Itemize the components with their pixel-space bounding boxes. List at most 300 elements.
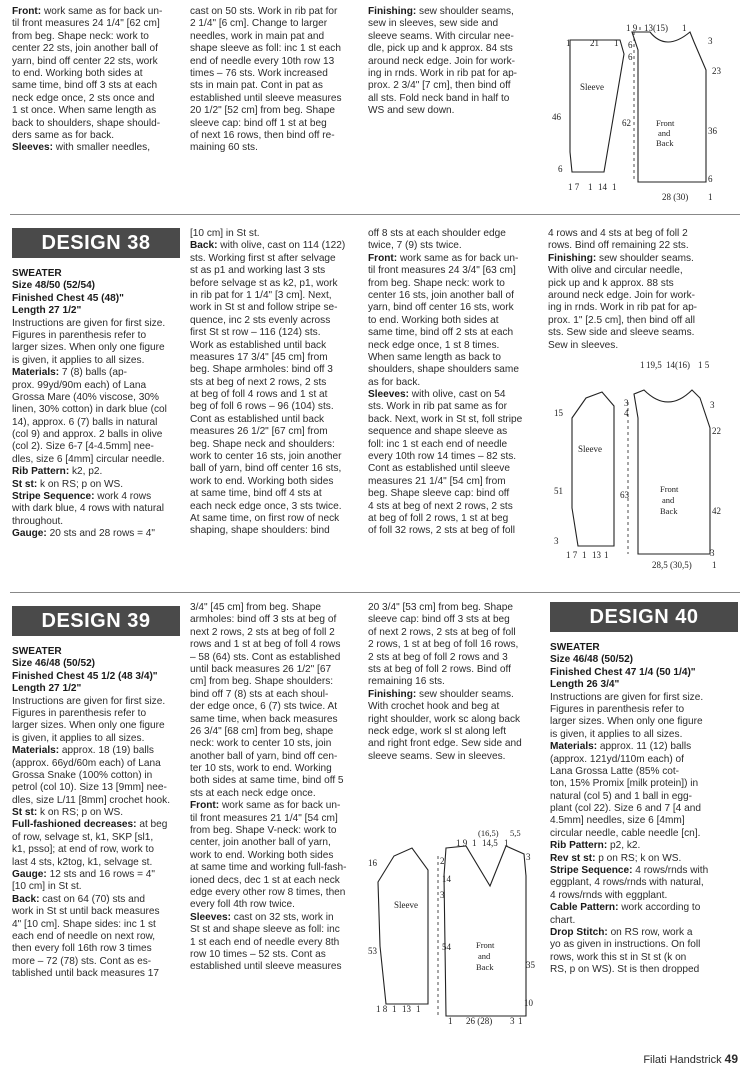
design-39-col-2 (190, 602, 347, 974)
text-line: sts at each neck edge once. (190, 787, 316, 799)
text-line: Stripe Sequence: 4 rows/rnds with (550, 865, 709, 877)
text-line: ton, 15% Promix [milk protein]) in (550, 778, 699, 790)
dim-label: 4 (624, 408, 629, 418)
text-line: until back measures 26 1/2" [67 (190, 663, 332, 675)
text-line: next 2 rows, 2 sts at beg of foll 2 (190, 626, 335, 638)
text-line: 2 rows, 1 st at beg of foll 16 rows, (368, 639, 519, 651)
text-line: chart. (550, 914, 576, 926)
text-line: each neck edge once, 3 sts twice. (190, 500, 342, 512)
text-line: of next 16 rows, then bind off re- (190, 129, 335, 141)
text-line: back to shoulders, shape should- (12, 117, 161, 129)
dim-label: 63 (620, 490, 629, 500)
sleeve-outline (570, 40, 624, 172)
design-39-banner: DESIGN 39 (12, 606, 180, 636)
text-line: Lana Grossa Latte (85% cot- (550, 765, 680, 777)
text-line: (approx. 66yd/60m each) of Lana (12, 757, 161, 769)
text-line: yarn, bind off center 22 sts, work (12, 55, 158, 67)
text-line: same time, bind off 3 sts at each (12, 80, 158, 92)
text-line: same time, when back measures (190, 713, 338, 725)
text-line: Cont as established until sleeve (368, 463, 510, 475)
section-divider (10, 592, 740, 593)
text-line: sleeve seams. With circular nee- (368, 30, 514, 42)
text-line: SWEATER (550, 642, 600, 653)
dim-label: (16,5) (478, 828, 499, 838)
dim-label: 1 7 (566, 550, 578, 560)
text-line: sleeve cap: bind off 1 st at beg (190, 117, 327, 129)
dim-label: 1 (448, 1016, 453, 1026)
text-line: 4" [10 cm]. Shape sides: inc 1 st (12, 918, 156, 930)
dim-label: 1 (682, 23, 687, 33)
dim-label: and (478, 951, 491, 961)
text-line: another ball of yarn, bind off cen- (190, 750, 338, 762)
dim-label: 1 (588, 182, 593, 192)
dim-label: Sleeve (580, 82, 604, 92)
text-line: 1 st each end of needle every 8th (190, 936, 340, 948)
text-line: shape sleeve as foll: inc 1 st each (190, 43, 341, 55)
text-line: off 8 sts at each shoulder edge (368, 228, 506, 239)
text-line: Front: work same as for back un- (368, 252, 519, 264)
text-line: When same length as back to (368, 351, 501, 363)
text-line: Cable Pattern: work according to (550, 902, 701, 914)
dim-label: 1 (392, 1004, 397, 1014)
dim-label: 1 (604, 550, 609, 560)
text-line: neck edge once, 2 sts once and (12, 92, 155, 104)
text-line: beg of foll 6 rows – 96 (104) sts. (190, 401, 334, 413)
text-line: Finishing: sew shoulder seams, (368, 6, 514, 17)
schematic-top (548, 22, 738, 210)
text-line: end of needle every 10th row 13 (190, 55, 335, 67)
text-line: circular needle, cable needle [cn]. (550, 827, 701, 839)
dim-label: 21 (590, 38, 599, 48)
dim-label: Front (660, 484, 679, 494)
text-line: Instructions are given for first size. (550, 691, 704, 703)
page-footer (643, 1052, 738, 1066)
text-line: ter 10 sts, work to end. Working (190, 763, 332, 775)
text-line: sleeve cap: bind off 3 sts at beg (368, 614, 510, 626)
text-line: at beg of foll 4 rows and 1 st at (190, 389, 328, 401)
text-line: Back: with olive, cast on 114 (122) (190, 240, 346, 252)
text-line: at beg of foll 2 rows, 1 st at beg (368, 512, 509, 524)
dim-label: 1 (504, 838, 509, 848)
dim-label: 14 (442, 874, 451, 884)
dim-label: Back (656, 138, 674, 148)
dim-label: 6 (558, 164, 563, 174)
text-line: is given, it applies to all sizes. (12, 732, 145, 744)
text-line: Rib Pattern: p2, k2. (550, 840, 641, 852)
dim-label: Sleeve (394, 900, 418, 910)
text-line: 26 3/4" [68 cm] from beg, shape (190, 725, 334, 737)
text-line: 20 1/2" [52 cm] from beg. Shape (190, 105, 335, 117)
text-line: 4 sts at beg of next 2 rows, 2 sts (368, 500, 513, 512)
dim-label: 1 9 (456, 838, 468, 848)
text-line: center 16 sts, join another ball of (368, 289, 514, 301)
text-line: from beg. Shape V-neck: work to (190, 825, 337, 837)
text-line: twice, 7 (9) sts twice. (368, 240, 462, 252)
text-line: larger sizes. When only one figure (550, 716, 703, 728)
text-line: Grossa Snake (100% cotton) in (12, 769, 153, 781)
text-line: established until sleeve measures (190, 92, 342, 104)
text-line: 3/4" [45 cm] from beg. Shape (190, 602, 321, 613)
text-line: plant (col 22). Size 6 and 7 [4 and (550, 803, 701, 815)
text-line: St st: k on RS; p on WS. (12, 807, 124, 819)
dim-label: 16 (368, 858, 377, 868)
text-line: from beg. Shape neck: work to (368, 277, 505, 289)
text-line: Size 48/50 (52/54) (12, 280, 96, 292)
text-line: rows. Bind off remaining 22 sts. (548, 240, 689, 252)
text-line: Gauge: 12 sts and 16 rows = 4" (12, 869, 156, 881)
text-line: natural (col 5) and 1 ball in egg- (550, 790, 692, 802)
dim-label: 1 (640, 360, 645, 370)
dim-label: and (662, 495, 675, 505)
dim-label: 36 (708, 126, 717, 136)
text-line: Back: cast on 64 (70) sts and (12, 893, 145, 905)
text-line: sew in sleeves, sew side and (368, 18, 499, 30)
dim-label: 51 (554, 486, 563, 496)
text-line: throughout. (12, 515, 64, 527)
text-line: established until sleeve measures (190, 961, 342, 973)
text-line: sleeve seams. Sew in sleeves. (368, 750, 506, 762)
text-line: yo as given in instructions. On foll (550, 939, 701, 951)
dim-label: 53 (368, 946, 377, 956)
text-line: sts in main pat. Cont in pat as (190, 80, 323, 92)
design-38-col-3 (368, 228, 522, 538)
text-line: shoulders, shape shoulders same (368, 364, 519, 376)
text-line: back. Next, work in St st, foll stripe (368, 413, 523, 425)
text-line: Length 26 3/4" (550, 679, 620, 691)
text-line: Rev st st: p on RS; k on WS. (550, 852, 682, 864)
text-line: petrol (col 10). Size 13 [9mm] nee- (12, 782, 167, 794)
text-line: last 4 sts, k2tog, k1, selvage st. (12, 856, 153, 868)
text-line: [10 cm] in St st. (190, 228, 260, 239)
dim-label: 1 (566, 38, 571, 48)
text-line: center, join another ball of yarn, (190, 837, 331, 849)
text-line: cm] from beg. Shape shoulders: (190, 676, 334, 688)
dim-label: 15 (554, 408, 563, 418)
text-line: then every foll 16th row 3 times (12, 943, 152, 955)
text-line: With crochet hook and beg at (368, 701, 500, 713)
text-line: 1 st once. When same length as (12, 105, 157, 117)
text-line: first St st row – 116 (124) sts. (190, 327, 321, 339)
text-line: der edge once, 6 (7) sts twice. At (190, 701, 337, 713)
text-line: of row, selvage st, k1, SKP [sl1, (12, 831, 154, 843)
dim-label: 13(15) (644, 23, 668, 33)
text-line: Finished Chest 45 1/2 (48 3/4)" (12, 670, 158, 682)
dim-label: 2 (440, 856, 445, 866)
text-line: til front measures 24 1/4" [62 cm] (12, 18, 160, 30)
schematic-bottom (366, 826, 546, 1026)
text-line: cast on 50 sts. Work in rib pat for (190, 6, 338, 17)
design-39-col-1 (12, 646, 170, 981)
text-line: 2 1/4" [6 cm]. Change to larger (190, 18, 328, 30)
text-line: and right front edge. Sew side and (368, 738, 522, 750)
text-line: neck: work to center 10 sts, join (190, 738, 332, 750)
dim-label: 1 (614, 38, 619, 48)
text-line: ing in rnds. Work in rib pat for ap- (368, 67, 518, 79)
text-line: Grossa Mare (40% viscose, 30% (12, 391, 159, 403)
dim-label: 62 (622, 118, 631, 128)
dim-label: 10 (524, 998, 533, 1008)
text-line: every 10th row 14 times – 82 sts. (368, 451, 517, 463)
design-38-col-4 (548, 228, 697, 352)
dim-label: 14,5 (482, 838, 498, 848)
text-line: Figures in parenthesis refer to (550, 703, 685, 715)
top-col-2 (190, 6, 342, 155)
text-line: SWEATER (12, 646, 62, 657)
text-line: SWEATER (12, 268, 62, 279)
text-line: both sides at same time, bind off 5 (190, 775, 344, 787)
dim-label: Back (660, 506, 678, 516)
design-38-col-2 (190, 228, 345, 538)
text-line: ioned decs, dec 1 st at each neck (190, 874, 340, 886)
dim-label: 54 (442, 942, 451, 952)
dim-label: 19,5 (646, 360, 662, 370)
text-line: Instructions are given for first size. (12, 317, 166, 329)
text-line: prox. 99yd/90m each) of Lana (12, 379, 147, 391)
top-col-1 (12, 6, 162, 155)
text-line: 4 rows and 4 sts at beg of foll 2 (548, 228, 688, 239)
dim-label: 3 (510, 1016, 515, 1026)
dim-label: 28,5 (30,5) (652, 560, 692, 570)
text-line: 20 3/4" [53 cm] from beg. Shape (368, 602, 513, 613)
text-line: bind off 7 (8) sts at each shoul- (190, 688, 329, 700)
text-line: in rib pat for 1 1/4" [3 cm]. Next, (190, 289, 332, 301)
text-line: Front: work same as for back un- (12, 6, 163, 17)
text-line: Materials: approx. 11 (12) balls (550, 741, 692, 753)
text-line: sts at beg of next 2 rows, 2 sts (190, 376, 327, 388)
text-line: WS and sew down. (368, 105, 455, 117)
text-line: Figures in parenthesis refer to (12, 329, 147, 341)
text-line: yarn, bind off center 16 sts, work (368, 302, 514, 314)
dim-label: 1 7 (568, 182, 580, 192)
dim-label: 6 (708, 174, 713, 184)
text-line: needles, work in main pat and (190, 30, 325, 42)
text-line: every foll 4th row twice. (190, 899, 295, 911)
text-line: ball of yarn, bind off center 16 sts, (190, 463, 342, 475)
text-line: – 58 (64) sts. Cont as established (190, 651, 341, 663)
schematic-mid (548, 358, 738, 570)
text-line: eggplant, 4 rows/rnds with natural, (550, 877, 704, 889)
dim-label: 1 (612, 182, 617, 192)
text-line: prox. 2 3/4" [7 cm], then bind off (368, 80, 511, 92)
dim-label: 1 5 (698, 360, 710, 370)
dim-label: 1 (712, 560, 717, 570)
dim-label: 1 (518, 1016, 523, 1026)
text-line: remaining 16 sts. (368, 676, 445, 688)
top-col-3 (368, 6, 517, 118)
text-line: 2 sts at beg of foll 2 rows and 3 (368, 651, 508, 663)
dim-label: 3 (526, 852, 531, 862)
text-line: work to end. Working both sides (190, 849, 334, 861)
dim-label: 35 (526, 960, 535, 970)
text-line: 4.5mm] needles, size 6 [4mm] (550, 815, 685, 827)
text-line: measures 17 3/4" [45 cm] from (190, 351, 328, 363)
design-40-col-1 (550, 642, 708, 977)
section-divider (10, 214, 740, 215)
text-line: Sleeves: with olive, cast on 54 (368, 389, 506, 401)
text-line: Work as established until back (190, 339, 327, 351)
text-line: st as p1 and working last 3 sts (190, 265, 326, 277)
text-line: work in St st until back measures (12, 906, 160, 918)
text-line: linen, 30% cotton) in dark blue (col (12, 404, 167, 416)
design-38-col-1 (12, 268, 167, 541)
design-38-banner: DESIGN 38 (12, 228, 180, 258)
text-line: foll: inc 1 st each end of needle (368, 438, 508, 450)
text-line: Stripe Sequence: work 4 rows (12, 491, 152, 503)
text-line: edge every other row 8 times, then (190, 886, 346, 898)
text-line: Cont as established until back (190, 413, 325, 425)
text-line: Finishing: sew shoulder seams. (548, 252, 694, 264)
text-line: tablished until back measures 17 (12, 968, 160, 980)
dim-label: Front (476, 940, 495, 950)
text-line: ders same as for back. (12, 129, 115, 141)
text-line: til front measures 24 3/4" [63 cm] (368, 265, 516, 277)
text-line: Sleeves: with smaller needles, (12, 142, 151, 154)
text-line: Full-fashioned decreases: at beg (12, 819, 168, 831)
text-line: around neck edge. Join for work- (548, 289, 696, 301)
text-line: Gauge: 20 sts and 28 rows = 4" (12, 528, 156, 540)
dim-label: 14(16) (666, 360, 690, 370)
dim-label: 22 (712, 426, 721, 436)
text-line: row 10 times – 52 sts. Cont as (190, 948, 326, 960)
text-line: to end. Working both sides at (12, 67, 143, 79)
dim-label: 5,5 (510, 828, 521, 838)
text-line: dles, size L/11 [8mm] crochet hook. (12, 794, 171, 806)
text-line: pick up and k approx. 88 sts (548, 277, 674, 289)
text-line: Size 46/48 (50/52) (12, 658, 96, 670)
text-line: 14), approx. 6 (7) balls in natural (12, 416, 158, 428)
dim-label: 23 (712, 66, 721, 76)
text-line: is given, it applies to all sizes. (12, 354, 145, 366)
text-line: sts. Working first st after selvage (190, 252, 336, 264)
dim-label: 3 (554, 536, 559, 546)
text-line: measures 26 1/2" [67 cm] from (190, 426, 328, 438)
text-line: St st: k on RS; p on WS. (12, 478, 124, 490)
dim-label: 1 9 (626, 23, 638, 33)
text-line: each end of needle on next row, (12, 930, 156, 942)
text-line: work to center 16 sts, join another (190, 451, 342, 463)
text-line: same time, bind off 2 sts at each (368, 327, 514, 339)
dim-label: 6 (628, 40, 633, 50)
text-line: Figures in parenthesis refer to (12, 707, 147, 719)
dim-label: 3 (710, 548, 715, 558)
dim-label: 3 (710, 400, 715, 410)
text-line: work to end. Working both sides (190, 475, 334, 487)
dim-label: 14 (598, 182, 607, 192)
dim-label: 28 (30) (662, 192, 689, 202)
text-line: neck edge once, 1 st 8 times. (368, 339, 500, 351)
text-line: with dark blue, 4 rows with natural (12, 503, 165, 515)
body-outline (444, 846, 526, 1016)
text-line: around neck edge. Join for work- (368, 55, 516, 67)
dim-label: 26 (28) (466, 1016, 493, 1026)
text-line: sts. Work in rib pat same as for (368, 401, 507, 413)
text-line: til front measures 21 1/4" [54 cm] (190, 812, 338, 824)
text-line: shaping, shape shoulders: bind (190, 525, 330, 537)
text-line: from beg. Shape neck: work to (12, 30, 149, 42)
text-line: to end. Working both sides at (368, 314, 499, 326)
text-line: [10 cm] in St st. (12, 881, 82, 893)
text-line: prox. 1" [2.5 cm], then bind off all (548, 314, 696, 326)
text-line: armholes: bind off 3 sts at beg of (190, 614, 337, 626)
text-line: of next 2 rows, 2 sts at beg of foll (368, 626, 516, 638)
sleeve-outline (572, 392, 614, 546)
text-line: Size 46/48 (50/52) (550, 654, 634, 666)
text-line: 4 rows/rnds with eggplant. (550, 889, 668, 901)
page-number: 49 (724, 1052, 738, 1066)
dim-label: 13 (402, 1004, 411, 1014)
text-line: dles, size 6 [4mm] circular needle. (12, 453, 165, 465)
text-line: at same time, bind off 4 sts at (190, 488, 322, 500)
design-39-col-3 (368, 602, 522, 763)
text-line: St st and shape sleeve as foll: inc (190, 924, 340, 936)
dim-label: 3 (708, 36, 713, 46)
dim-label: 1 (416, 1004, 421, 1014)
body-outline (632, 32, 706, 182)
text-line: before selvage st as k2, p1, work (190, 277, 338, 289)
text-line: center 22 sts, join another ball of (12, 43, 158, 55)
text-line: at same time and working full-fash- (190, 862, 347, 874)
dim-label: 13 (592, 550, 601, 560)
text-line: Finishing: sew shoulder seams. (368, 688, 514, 700)
text-line: right shoulder, work sc along back (368, 713, 521, 725)
text-line: (approx. 121yd/110m each) of (550, 753, 684, 765)
text-line: all sts. Fold neck band in half to (368, 92, 510, 104)
text-line: times – 76 sts. Work increased (190, 67, 328, 79)
text-line: Rib Pattern: k2, p2. (12, 466, 103, 478)
text-line: rows, work this st in St st (k on (550, 951, 687, 963)
text-line: Length 27 1/2" (12, 683, 82, 695)
text-line: quence, inc 2 sts evenly across (190, 314, 331, 326)
dim-label: Back (476, 962, 494, 972)
text-line: beg. Shape sleeve cap: bind off (368, 488, 510, 500)
text-line: sts. Sew side and sleeve seams. (548, 327, 695, 339)
dim-label: Sleeve (578, 444, 602, 454)
dim-label: 46 (552, 112, 561, 122)
text-line: rows and 1 st at beg of foll 4 rows (190, 639, 341, 651)
text-line: Drop Stitch: on RS row, work a (550, 926, 693, 938)
text-line: Sleeves: cast on 32 sts, work in (190, 911, 334, 923)
text-line: maining 60 sts. (190, 142, 258, 154)
text-line: more – 72 (78) sts. Cont as es- (12, 955, 152, 967)
text-line: measures 21 1/4" [54 cm] from (368, 475, 506, 487)
sleeve-outline (378, 848, 428, 1004)
dim-label: 6 (628, 52, 633, 62)
text-line: Materials: approx. 18 (19) balls (12, 745, 154, 757)
text-line: Instructions are given for first size. (12, 695, 166, 707)
text-line: larger sizes. When only one figure (12, 720, 165, 732)
dim-label: and (658, 128, 671, 138)
text-line: Materials: 7 (8) balls (ap- (12, 367, 128, 379)
dim-label: 3 (624, 398, 629, 408)
text-line: sts at beg of foll 2 rows. Bind off (368, 663, 511, 675)
text-line: Front: work same as for back un- (190, 800, 341, 812)
text-line: of foll 32 rows, 2 sts at beg of foll (368, 525, 515, 537)
text-line: At same time, on first row of neck (190, 512, 340, 524)
text-line: Finished Chest 45 (48)" (12, 292, 124, 304)
text-line: beg. Shape neck and shoulders: (190, 438, 335, 450)
dim-label: 1 (472, 838, 477, 848)
text-line: With olive and circular needle, (548, 265, 683, 277)
text-line: RS, p on WS). St is then dropped (550, 964, 700, 976)
dim-label: 1 8 (376, 1004, 388, 1014)
text-line: dle, pick up and k approx. 84 sts (368, 43, 513, 55)
text-line: as for back. (368, 376, 421, 388)
text-line: ing in rnds. Work in rib pat for ap- (548, 302, 698, 314)
text-line: (col 9) and approx. 2 balls in olive (12, 429, 163, 441)
text-line: Length 27 1/2" (12, 305, 82, 317)
text-line: neck edge, work sl st along left (368, 725, 507, 737)
text-line: sequence and shape sleeve as (368, 426, 508, 438)
